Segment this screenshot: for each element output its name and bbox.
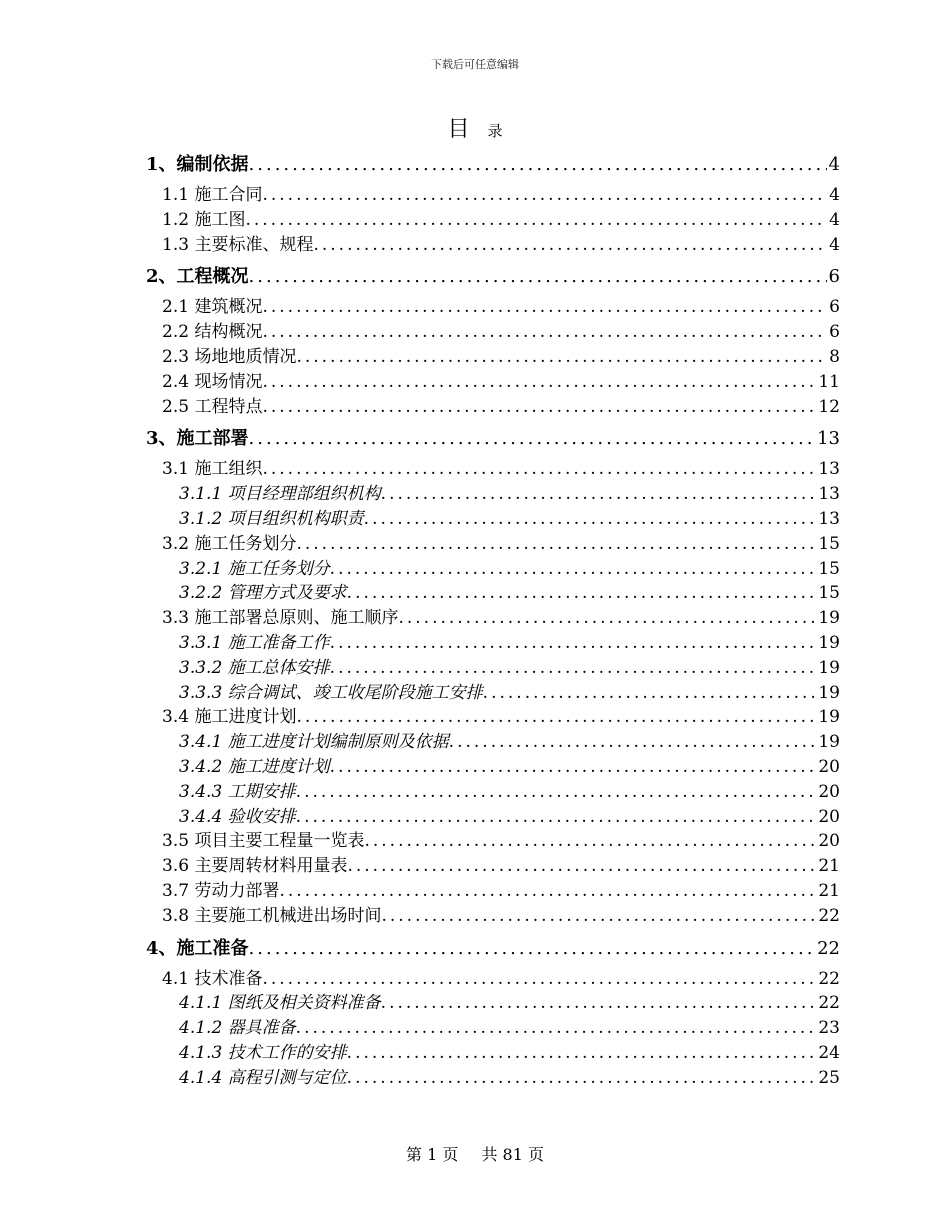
toc-entry-page: 4 [828, 154, 840, 175]
toc-entry-page: 20 [818, 756, 840, 777]
table-of-contents [146, 150, 840, 1088]
toc-entry-page: 4 [829, 209, 840, 230]
toc-leader-dots [364, 831, 816, 851]
toc-entry[interactable] [146, 205, 840, 230]
toc-entry[interactable] [146, 1063, 840, 1088]
toc-entry-page: 19 [818, 682, 840, 703]
toc-entry-page: 6 [829, 322, 840, 343]
toc-entry-page: 8 [829, 346, 840, 367]
toc-leader-dots [313, 235, 827, 255]
toc-entry[interactable] [146, 603, 840, 628]
toc-entry-title: 3.5 项目主要工程量一览表 [162, 831, 365, 852]
toc-entry[interactable] [146, 653, 840, 678]
toc-entry[interactable] [146, 454, 840, 479]
toc-entry-title: 3.4 施工进度计划 [162, 707, 297, 728]
toc-entry-page: 15 [818, 533, 840, 554]
title-sub: 录 [487, 122, 503, 140]
toc-entry-page: 6 [828, 266, 840, 288]
toc-entry-title: 4.1.1 图纸及相关资料准备 [179, 993, 381, 1014]
toc-entry-title: 3.3.3 综合调试、竣工收尾阶段施工安排 [179, 682, 483, 703]
toc-entry-title: 3.3.2 施工总体安排 [179, 657, 330, 678]
toc-leader-dots [262, 322, 827, 342]
toc-entry-title: 1.2 施工图 [162, 209, 246, 230]
toc-entry-title: 3.1.2 项目组织机构职责 [179, 508, 364, 529]
toc-leader-dots [262, 372, 816, 392]
toc-leader-dots [381, 484, 817, 504]
toc-entry[interactable] [146, 578, 840, 603]
toc-entry-title: 3.4.1 施工进度计划编制原则及依据 [179, 732, 449, 753]
page-number: 第 1 页 [406, 1145, 459, 1164]
toc-entry-title: 3.7 劳动力部署 [162, 880, 280, 901]
toc-leader-dots [330, 559, 817, 579]
toc-entry-title: 4.1.2 器具准备 [179, 1018, 296, 1039]
toc-entry[interactable] [146, 802, 840, 827]
toc-leader-dots [381, 993, 817, 1013]
toc-entry[interactable] [146, 424, 840, 448]
toc-entry-page: 21 [818, 880, 840, 901]
toc-entry-page: 22 [818, 905, 840, 926]
toc-entry-title: 3.3 施工部署总原则、施工顺序 [162, 608, 399, 629]
toc-entry-title: 3.2.2 管理方式及要求 [179, 583, 347, 604]
toc-entry-title: 2.1 建筑概况 [162, 297, 263, 318]
toc-leader-dots [483, 683, 817, 703]
toc-leader-dots [262, 397, 816, 417]
toc-entry[interactable] [146, 317, 840, 342]
toc-leader-dots [249, 938, 816, 959]
toc-leader-dots [330, 658, 817, 678]
toc-entry-page: 21 [818, 856, 840, 877]
toc-leader-dots [296, 707, 816, 727]
toc-entry-title: 3.1.1 项目经理部组织机构 [179, 484, 381, 505]
toc-entry-page: 11 [818, 371, 840, 392]
toc-leader-dots [245, 210, 827, 230]
toc-entry-page: 19 [818, 732, 840, 753]
toc-entry[interactable] [146, 628, 840, 653]
toc-entry[interactable] [146, 901, 840, 926]
toc-entry[interactable] [146, 727, 840, 752]
toc-entry[interactable] [146, 504, 840, 529]
toc-leader-dots [262, 969, 816, 989]
toc-entry-title: 2.4 现场情况 [162, 371, 263, 392]
toc-entry-page: 25 [818, 1067, 840, 1088]
toc-entry-page: 20 [818, 831, 840, 852]
toc-entry-title: 3.3.1 施工准备工作 [179, 632, 330, 653]
page-title [0, 112, 950, 143]
toc-entry[interactable] [146, 702, 840, 727]
toc-leader-dots [296, 782, 817, 802]
toc-entry-title: 4.1 技术准备 [162, 968, 263, 989]
toc-entry-title: 3.6 主要周转材料用量表 [162, 856, 348, 877]
toc-leader-dots [347, 1043, 817, 1063]
toc-entry-title: 3.2 施工任务划分 [162, 533, 297, 554]
toc-entry[interactable] [146, 678, 840, 703]
toc-entry[interactable] [146, 851, 840, 876]
toc-leader-dots [296, 807, 817, 827]
toc-entry-page: 22 [817, 937, 840, 959]
toc-leader-dots [249, 266, 827, 287]
toc-entry[interactable] [146, 150, 840, 174]
page-header: 下载后可任意编辑 [431, 58, 519, 71]
toc-entry-title: 3.4.3 工期安排 [179, 781, 296, 802]
toc-entry[interactable] [146, 934, 840, 958]
toc-entry-page: 12 [818, 396, 840, 417]
toc-entry-page: 13 [818, 484, 840, 505]
toc-entry-title: 3.2.1 施工任务划分 [179, 558, 330, 579]
toc-leader-dots [364, 509, 817, 529]
toc-entry-title: 2.2 结构概况 [162, 322, 263, 343]
toc-entry[interactable] [146, 826, 840, 851]
toc-entry[interactable] [146, 554, 840, 579]
toc-leader-dots [296, 534, 816, 554]
toc-entry-page: 4 [829, 234, 840, 255]
title-main: 目 [447, 117, 470, 142]
toc-leader-dots [449, 732, 817, 752]
toc-leader-dots [249, 428, 816, 449]
page-footer [0, 1142, 950, 1165]
toc-entry-title: 1、编制依据 [146, 154, 249, 175]
toc-entry-title: 4.1.4 高程引测与定位 [179, 1067, 347, 1088]
toc-entry-page: 19 [818, 608, 840, 629]
toc-entry[interactable] [146, 342, 840, 367]
toc-entry[interactable] [146, 262, 840, 286]
toc-entry[interactable] [146, 964, 840, 989]
toc-entry[interactable] [146, 876, 840, 901]
toc-entry-page: 4 [829, 185, 840, 205]
toc-leader-dots [279, 881, 816, 901]
toc-entry-title: 3.8 主要施工机械进出场时间 [162, 905, 382, 926]
toc-entry-page: 13 [817, 428, 840, 450]
toc-entry-page: 22 [818, 968, 840, 989]
toc-entry-title: 1.1 施工合同 [162, 185, 263, 205]
toc-entry-page: 6 [829, 297, 840, 318]
toc-leader-dots [347, 856, 816, 876]
toc-leader-dots [381, 906, 816, 926]
toc-leader-dots [347, 583, 817, 603]
toc-entry-page: 23 [818, 1018, 840, 1039]
toc-leader-dots [262, 185, 827, 205]
toc-entry[interactable] [146, 1038, 840, 1063]
toc-entry[interactable] [146, 392, 840, 417]
toc-entry[interactable] [146, 752, 840, 777]
toc-entry-page: 19 [818, 657, 840, 678]
toc-entry-title: 4、施工准备 [146, 937, 249, 959]
toc-entry-title: 4.1.3 技术工作的安排 [179, 1042, 347, 1063]
toc-entry-page: 15 [818, 558, 840, 579]
toc-leader-dots [398, 608, 816, 628]
toc-leader-dots [296, 1018, 817, 1038]
toc-entry[interactable] [146, 777, 840, 802]
toc-leader-dots [296, 347, 827, 367]
toc-entry-page: 19 [818, 632, 840, 653]
page-total: 共 81 页 [481, 1145, 544, 1164]
toc-entry-title: 3.1 施工组织 [162, 459, 263, 480]
toc-entry-title: 2.3 场地地质情况 [162, 346, 297, 367]
toc-entry[interactable] [146, 988, 840, 1013]
toc-entry-page: 13 [818, 459, 840, 480]
toc-entry-page: 24 [818, 1042, 840, 1063]
toc-entry-page: 22 [818, 993, 840, 1014]
toc-entry-page: 15 [818, 583, 840, 604]
toc-leader-dots [249, 154, 827, 175]
toc-entry[interactable] [146, 292, 840, 317]
toc-entry-page: 13 [818, 508, 840, 529]
toc-entry-title: 2.5 工程特点 [162, 396, 263, 417]
toc-entry-page: 19 [818, 707, 840, 728]
toc-entry[interactable] [146, 529, 840, 554]
toc-leader-dots [330, 633, 817, 653]
toc-entry-title: 1.3 主要标准、规程 [162, 234, 314, 255]
toc-entry-page: 20 [818, 806, 840, 827]
toc-entry-title: 3.4.4 验收安排 [179, 806, 296, 827]
toc-leader-dots [347, 1068, 817, 1088]
toc-entry-title: 3、施工部署 [146, 428, 249, 450]
toc-entry[interactable] [146, 1013, 840, 1038]
toc-entry-page: 20 [818, 781, 840, 802]
toc-entry[interactable] [146, 180, 840, 205]
toc-leader-dots [262, 459, 816, 479]
toc-leader-dots [262, 297, 827, 317]
toc-entry-title: 3.4.2 施工进度计划 [179, 756, 330, 777]
toc-entry-title: 2、工程概况 [146, 266, 249, 288]
toc-leader-dots [330, 757, 817, 777]
toc-entry[interactable] [146, 230, 840, 255]
toc-entry[interactable] [146, 367, 840, 392]
toc-entry[interactable] [146, 479, 840, 504]
